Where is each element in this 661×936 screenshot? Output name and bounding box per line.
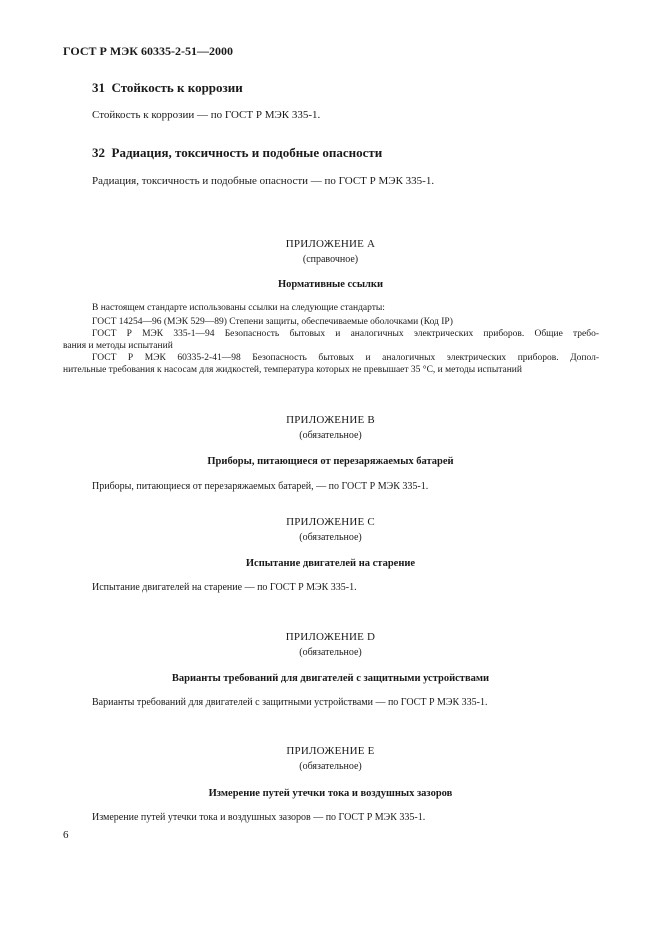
section-32-text: Радиация, токсичность и подобные опасности — по ГОСТ Р МЭК 335-1. [92, 175, 435, 187]
section-32-title [92, 145, 382, 161]
appendix-e-label: ПРИЛОЖЕНИЕ Е [286, 745, 375, 757]
appendix-e-text: Измерение путей утечки тока и воздушных зазоров — по ГОСТ Р МЭК 335-1. [92, 812, 426, 823]
appendix-d-label: ПРИЛОЖЕНИЕ D [285, 631, 376, 643]
section-title-text: Радиация, токсичность и подобные опасности [111, 145, 383, 160]
appendix-b-text: Приборы, питающиеся от перезаряжаемых батарей, — по ГОСТ Р МЭК 335-1. [92, 481, 429, 492]
page-number: 6 [63, 829, 69, 841]
appendix-a-label: ПРИЛОЖЕНИЕ А [285, 238, 376, 250]
appendix-c-note: (обязательное) [299, 532, 362, 543]
appendix-a-line-5: ГОСТ Р МЭК 60335-2-41—98 Безопасность бытовых и аналогичных электрических приборов. Допол- [92, 353, 599, 363]
appendix-c-text: Испытание двигателей на старение — по ГОСТ Р МЭК 335-1. [92, 582, 357, 593]
appendix-d-text: Варианты требований для двигателей с защитными устройствами — по ГОСТ Р МЭК 335-1. [92, 697, 488, 708]
appendix-a-title: Нормативные ссылки [277, 279, 384, 290]
appendix-b-note: (обязательное) [299, 430, 362, 441]
appendix-a-line-1: В настоящем стандарте использованы ссылки на следующие стандарты: [92, 303, 385, 313]
document-header: ГОСТ Р МЭК 60335-2-51—2000 [63, 44, 233, 58]
appendix-a-line-4: вания и методы испытаний [63, 341, 173, 351]
section-31-text: Стойкость к коррозии — по ГОСТ Р МЭК 335-1. [92, 109, 321, 121]
section-title-text: Стойкость к коррозии [111, 80, 243, 95]
appendix-c-title: Испытание двигателей на старение [245, 558, 416, 569]
section-number: 32 [92, 145, 105, 160]
appendix-e-title: Измерение путей утечки тока и воздушных зазоров [208, 788, 453, 799]
appendix-c-label: ПРИЛОЖЕНИЕ С [286, 516, 375, 528]
appendix-e-note: (обязательное) [299, 761, 362, 772]
appendix-d-note: (обязательное) [299, 647, 362, 658]
appendix-b-title: Приборы, питающиеся от перезаряжаемых батарей [207, 456, 454, 467]
appendix-a-line-3: ГОСТ Р МЭК 335-1—94 Безопасность бытовых и аналогичных электрических приборов. Общие требо- [92, 329, 599, 339]
appendix-a-note: (справочное) [302, 254, 359, 265]
section-31-title [92, 80, 243, 96]
section-number: 31 [92, 80, 105, 95]
appendix-a-line-6: нительные требования к насосам для жидкостей, температура которых не превышает 35 °С, и методы испытаний [63, 365, 522, 375]
appendix-b-label: ПРИЛОЖЕНИЕ В [286, 414, 375, 426]
appendix-d-title: Варианты требований для двигателей с защитными устройствами [171, 673, 490, 684]
appendix-a-line-2: ГОСТ 14254—96 (МЭК 529—89) Степени защиты, обеспечиваемые оболочками (Код IP) [92, 317, 453, 327]
